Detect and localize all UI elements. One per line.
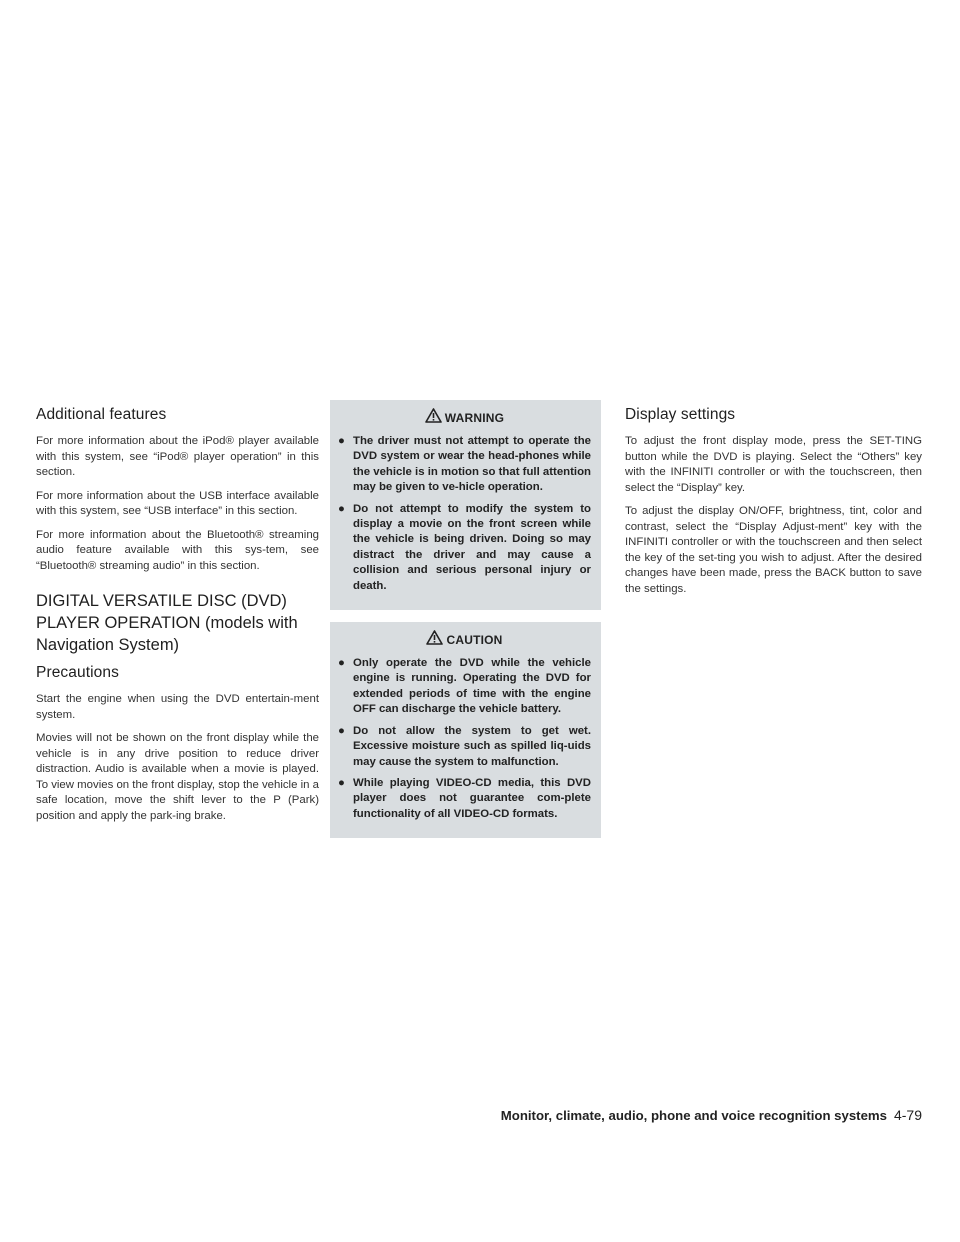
- paragraph-ipod: For more information about the iPod® player available with this system, see “iPod® player operation” in this section.: [36, 435, 319, 478]
- warning-triangle-icon: [426, 630, 443, 650]
- caution-box: [330, 622, 601, 838]
- bullet-mark: ●: [338, 435, 345, 447]
- precautions-heading: Precautions: [36, 664, 119, 681]
- warning-item-text: Do not attempt to modify the system to display a movie on the front screen while the vehicle is being driven. Doing so may distract the driver and may cause a collision and serious personal injury or death.: [353, 502, 591, 592]
- paragraph-bluetooth: For more information about the Bluetooth® streaming audio feature available with this sys-tem, see “Bluetooth® streaming audio” in this section.: [36, 528, 319, 572]
- warning-item-text: The driver must not attempt to operate the DVD system or wear the head-phones while the vehicle is in motion so that full attention may be given to ve-hicle operation.: [353, 435, 591, 494]
- right-column: [625, 400, 922, 605]
- list-item: [338, 434, 591, 496]
- display-settings-heading: Display settings: [625, 406, 736, 423]
- bullet-mark: ●: [338, 502, 345, 515]
- page-footer: [501, 1107, 922, 1123]
- footer-section-title: Monitor, climate, audio, phone and voice recognition systems: [500, 1108, 887, 1123]
- middle-column: [330, 400, 601, 838]
- warning-triangle-icon: [425, 408, 442, 428]
- left-column: [36, 400, 319, 832]
- bullet-mark: ●: [338, 724, 345, 737]
- caution-item-text: While playing VIDEO-CD media, this DVD player does not guarantee com-plete functionality of all VIDEO-CD formats.: [353, 776, 591, 820]
- bullet-mark: ●: [338, 657, 345, 670]
- paragraph-start-engine: Start the engine when using the DVD entertain-ment system.: [36, 693, 319, 721]
- paragraph-usb: For more information about the USB interface available with this system, see “USB interface” in this section.: [36, 489, 319, 517]
- list-item: [338, 656, 591, 718]
- list-item: [338, 502, 591, 594]
- caution-header: [338, 628, 591, 652]
- paragraph-movies: Movies will not be shown on the front display while the vehicle is in any drive position to reduce driver distraction. Audio is available when a movie is played. To view movies on the front display, stop the vehicle in a safe location, move the shift lever to the P (Park) position and apply the park-ing brake.: [36, 732, 319, 822]
- warning-title: WARNING: [444, 411, 505, 425]
- caution-item-text: Do not allow the system to get wet. Excessive moisture such as spilled liq-uids may cause the system to malfunction.: [353, 724, 591, 768]
- warning-header: [338, 406, 591, 430]
- bullet-mark: ●: [338, 776, 345, 789]
- dvd-section-heading: DIGITAL VERSATILE DISC (DVD) PLAYER OPERATION (models with Navigation System): [36, 592, 298, 654]
- warning-box: [330, 400, 601, 610]
- additional-features-heading: Additional features: [36, 406, 167, 423]
- paragraph-display-mode: To adjust the front display mode, press the SET-TING button while the DVD is playing. Select the “Others” key with the INFINITI controller or with the touchscreen, then select the “Display” key.: [625, 435, 922, 494]
- caution-item-text: Only operate the DVD while the vehicle engine is running. Operating the DVD for extended periods of time with the engine OFF can discharge the vehicle battery.: [353, 657, 591, 716]
- paragraph-display-adjust: To adjust the display ON/OFF, brightness, tint, color and contrast, select the “Display Adjust-ment” key with the INFINITI controller or with the touchscreen and then select the key of the set-ting you wish to adjust. After the desired changes have been made, press the BACK button to save the settings.: [625, 505, 922, 595]
- page-number: 4-79: [893, 1107, 922, 1123]
- caution-title: CAUTION: [446, 633, 503, 648]
- list-item: [338, 776, 591, 822]
- list-item: [338, 724, 591, 770]
